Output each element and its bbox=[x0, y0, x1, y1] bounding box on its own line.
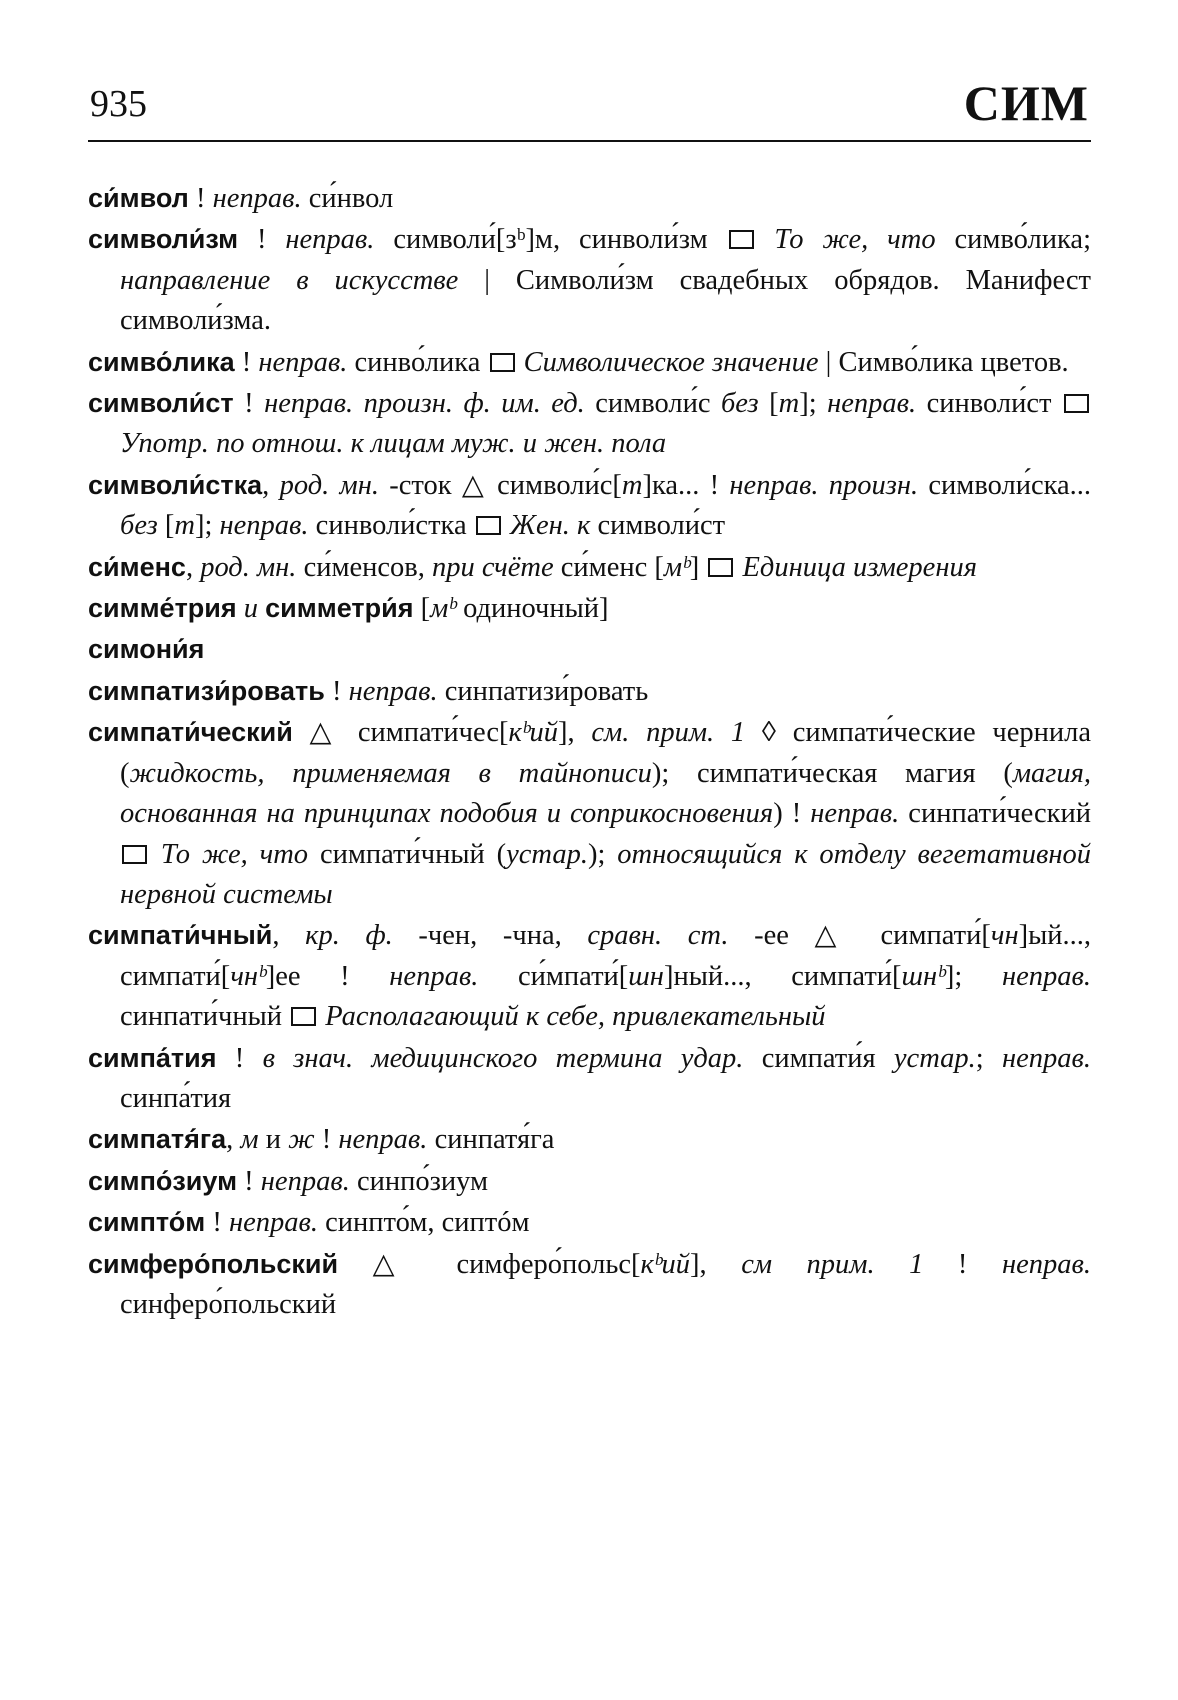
entry-text: ], bbox=[558, 717, 592, 749]
entry-label: род. мн. bbox=[200, 551, 297, 583]
entry-text: , bbox=[185, 551, 201, 583]
entry-text: -сток △ символи́с[ bbox=[378, 469, 622, 501]
dictionary-entry bbox=[88, 629, 1091, 670]
entry-text: ], bbox=[690, 1248, 742, 1280]
entry-headword: си́мвол bbox=[88, 183, 189, 213]
dictionary-entry bbox=[88, 178, 1091, 219]
entry-headword: симпатизи́ровать bbox=[88, 675, 325, 706]
entry-text: ) ! bbox=[773, 798, 811, 830]
entry-text: симпати́я bbox=[743, 1042, 894, 1074]
entry-text: симво́лика; bbox=[935, 224, 1091, 256]
dictionary-entry bbox=[88, 1038, 1091, 1120]
entry-text: синпто́м, bbox=[318, 1207, 442, 1239]
entry-text: ]; bbox=[944, 960, 1002, 992]
entry-label: неправ. bbox=[212, 183, 302, 214]
entry-label: Жен. к bbox=[502, 510, 591, 542]
entry-label: неправ. bbox=[1001, 960, 1091, 992]
entry-label: чн bbox=[990, 920, 1019, 952]
entry-text: симпати́чный ( bbox=[308, 838, 507, 870]
entry-text: си́мпати́[ bbox=[478, 960, 629, 992]
entry-label: неправ. произн. bbox=[729, 469, 919, 501]
entry-headword: символи́стка bbox=[88, 469, 263, 500]
dictionary-entry bbox=[88, 342, 1091, 383]
entry-text: ! bbox=[314, 1124, 339, 1156]
entry-text: [ bbox=[157, 510, 175, 542]
entry-text: ! bbox=[233, 388, 265, 420]
entry-headword: симпто́м bbox=[88, 1207, 206, 1238]
entry-label: неправ. bbox=[389, 960, 479, 992]
entry-label: устар. bbox=[893, 1042, 976, 1074]
entry-text: △ симферо́польс[ bbox=[338, 1248, 641, 1280]
dictionary-entry bbox=[88, 219, 1091, 341]
entry-label: неправ. произн. ф. им. ед. bbox=[264, 388, 585, 420]
entry-text: синволи́ст bbox=[916, 388, 1062, 420]
entry-label: неправ. bbox=[260, 1165, 350, 1197]
entry-headword: симме́трия bbox=[88, 593, 237, 624]
entry-headword: симони́я bbox=[88, 634, 205, 665]
entry-label: Располагающий к себе, привлекательный bbox=[318, 1001, 826, 1033]
entry-headword: символи́зм bbox=[88, 224, 239, 255]
dictionary-page bbox=[88, 60, 1091, 1660]
dictionary-entry bbox=[88, 588, 1091, 629]
entry-label: То же, что bbox=[149, 838, 309, 870]
entry-text: ]ка... ! bbox=[642, 469, 730, 501]
entry-label: направление в искусстве bbox=[120, 264, 459, 296]
entry-label: ж bbox=[288, 1124, 315, 1156]
entry-label: жидкость, применяемая в тайнописи bbox=[129, 757, 652, 789]
entry-text: синпати́ческий bbox=[899, 798, 1092, 830]
entry-text: синферо́польский bbox=[120, 1288, 337, 1320]
entry-text: символи́с bbox=[584, 388, 721, 420]
entry-label: т bbox=[621, 469, 643, 501]
entry-label: Употр. по отнош. к лицам муж. и жен. пола bbox=[120, 428, 667, 460]
entry-text: ]ый..., симпати́[ bbox=[120, 920, 1091, 992]
entry-label: неправ. bbox=[338, 1124, 428, 1156]
entry-label: см прим. 1 bbox=[741, 1248, 924, 1280]
entry-label: неправ. bbox=[258, 346, 348, 378]
entry-text: | Символи́зм свадебных обрядов. Манифест символи́зма. bbox=[120, 264, 1091, 337]
dictionary-entry bbox=[88, 671, 1091, 712]
entry-label: устар. bbox=[506, 838, 588, 870]
entry-text: символи́ска... bbox=[918, 469, 1092, 501]
definition-box-icon bbox=[476, 516, 501, 535]
entry-label: сравн. ст. bbox=[587, 920, 729, 952]
entry-label: т bbox=[778, 388, 800, 420]
entry-text: синпати́чный bbox=[120, 1001, 290, 1033]
entry-label: неправ. bbox=[219, 510, 309, 542]
entry-text: ); bbox=[587, 838, 618, 870]
entry-label: неправ. bbox=[810, 798, 900, 830]
entry-headword-variant: симметри́я bbox=[265, 593, 414, 624]
entry-text: | Симво́лика цветов. bbox=[818, 346, 1069, 378]
entry-text: ; bbox=[975, 1042, 1002, 1074]
entry-text: , bbox=[226, 1124, 241, 1156]
dictionary-entry bbox=[88, 1161, 1091, 1202]
entry-label: неправ. bbox=[348, 675, 438, 707]
entry-label: неправ. bbox=[285, 224, 375, 256]
entry-label: шн bbox=[628, 960, 664, 992]
entry-text: синпо́зиум bbox=[349, 1165, 489, 1197]
entry-text: ! bbox=[216, 1042, 263, 1074]
definition-box-icon bbox=[1064, 394, 1089, 413]
entry-label: неправ. bbox=[827, 388, 917, 420]
entry-label: и bbox=[236, 593, 266, 625]
entry-text: △ симпати́чес[ bbox=[292, 717, 509, 749]
dictionary-entry bbox=[88, 465, 1091, 547]
entry-label: мᵇ bbox=[663, 551, 690, 583]
entry-text: ] bbox=[689, 551, 707, 583]
entry-headword: симферо́польский bbox=[88, 1248, 339, 1279]
definition-box-icon bbox=[708, 558, 733, 577]
entry-headword: симпо́зиум bbox=[88, 1165, 238, 1196]
dictionary-entry bbox=[88, 1202, 1091, 1243]
entry-text: , bbox=[262, 469, 280, 501]
definition-box-icon bbox=[291, 1007, 316, 1026]
entry-text: ! bbox=[205, 1207, 229, 1239]
definition-box-icon bbox=[122, 845, 147, 864]
entry-text: ! bbox=[923, 1248, 1002, 1280]
header-rule bbox=[88, 140, 1091, 142]
entry-headword: симпа́тия bbox=[88, 1042, 217, 1073]
entry-label: при счёте bbox=[432, 551, 554, 583]
entry-label: без bbox=[120, 510, 158, 542]
entry-list bbox=[88, 178, 1091, 1325]
definition-box-icon bbox=[729, 230, 754, 249]
entry-text: ]ный..., симпати́[ bbox=[663, 960, 902, 992]
running-head: СИМ bbox=[963, 75, 1089, 131]
entry-headword: симпати́чный bbox=[88, 920, 273, 951]
entry-text: , bbox=[272, 920, 306, 952]
entry-text: -ее △ симпати́[ bbox=[728, 920, 991, 952]
entry-headword: симпати́ческий bbox=[88, 717, 293, 748]
entry-label: в знач. медицинского термина удар. bbox=[262, 1042, 744, 1074]
entry-text: ! bbox=[324, 675, 349, 707]
entry-label: т bbox=[174, 510, 195, 542]
entry-headword: си́менс bbox=[88, 551, 186, 582]
dictionary-entry bbox=[88, 547, 1091, 588]
entry-label: То же, что bbox=[755, 224, 936, 256]
entry-label: Единица измерения bbox=[735, 551, 977, 583]
entry-text: синволи́стка bbox=[308, 510, 474, 542]
entry-label: магия, основанная на принципах подобия и соприкосновения bbox=[120, 757, 1091, 830]
entry-text: ]; bbox=[799, 388, 828, 420]
entry-label: род. мн. bbox=[279, 469, 379, 501]
entry-text: -чен, -чна, bbox=[392, 920, 588, 952]
dictionary-entry bbox=[88, 1119, 1091, 1160]
entry-label: без bbox=[720, 388, 759, 420]
entry-label: неправ. bbox=[1001, 1042, 1092, 1074]
entry-text: си́нвол bbox=[301, 183, 394, 214]
entry-text: ! bbox=[188, 183, 213, 214]
entry-text: [ bbox=[413, 593, 431, 625]
entry-text: ◊ симпати́ческие чернила ( bbox=[120, 717, 1092, 789]
entry-label: кᵇий bbox=[508, 717, 558, 749]
entry-label: неправ. bbox=[228, 1207, 319, 1239]
dictionary-entry bbox=[88, 915, 1091, 1037]
entry-label: см. прим. 1 bbox=[591, 717, 746, 749]
page-number: 935 bbox=[90, 83, 147, 125]
entry-text: символи́ст bbox=[590, 510, 726, 542]
entry-text: ]ее ! bbox=[265, 960, 390, 992]
entry-headword: симво́лика bbox=[88, 346, 235, 377]
entry-label: кр. ф. bbox=[305, 920, 393, 952]
entry-text: сиптóм bbox=[441, 1207, 530, 1239]
entry-headword: симпатя́га bbox=[88, 1124, 227, 1155]
entry-text: си́менсов, bbox=[296, 551, 433, 583]
entry-text: ); симпати́ческая магия ( bbox=[651, 757, 1013, 789]
entry-text: и bbox=[258, 1124, 289, 1156]
entry-text: синво́лика bbox=[347, 346, 488, 378]
entry-label: мᵇ bbox=[430, 593, 456, 625]
entry-text: ! bbox=[234, 346, 259, 378]
entry-text: одиночный] bbox=[455, 593, 609, 625]
entry-text: ! bbox=[237, 1165, 261, 1197]
entry-label: неправ. bbox=[1001, 1248, 1091, 1280]
dictionary-entry bbox=[88, 383, 1091, 465]
entry-text: ! bbox=[238, 224, 286, 256]
entry-text: [ bbox=[758, 388, 779, 420]
entry-text: синпа́тия bbox=[120, 1082, 232, 1114]
entry-label: кᵇий bbox=[640, 1248, 691, 1280]
entry-label: Символическое значение bbox=[516, 346, 819, 378]
definition-box-icon bbox=[490, 353, 515, 372]
entry-text: символи́[зᵇ]м, синволи́зм bbox=[374, 224, 727, 256]
entry-text: си́менс [ bbox=[553, 551, 664, 583]
entry-label: чнᵇ bbox=[230, 960, 266, 992]
entry-text: синпатизи́ровать bbox=[437, 675, 649, 707]
dictionary-entry bbox=[88, 712, 1091, 915]
page-header bbox=[88, 60, 1091, 138]
entry-label: шнᵇ bbox=[901, 960, 945, 992]
entry-headword: символи́ст bbox=[88, 388, 234, 419]
dictionary-entry bbox=[88, 1244, 1091, 1326]
entry-text: ]; bbox=[194, 510, 220, 542]
entry-label: м bbox=[240, 1124, 259, 1156]
entry-text: синпатя́га bbox=[427, 1124, 555, 1156]
entry-label: относящийся к отделу вегетативной нервной системы bbox=[120, 838, 1091, 910]
